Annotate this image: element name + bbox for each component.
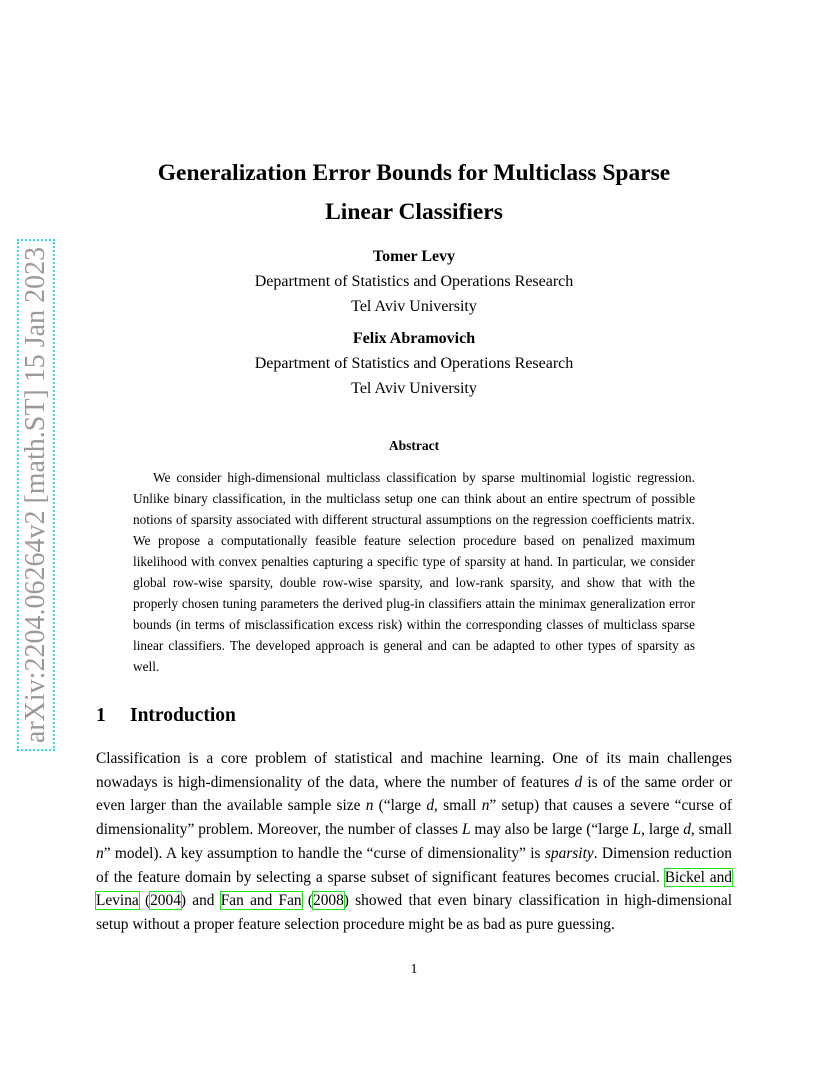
title-line-1: Generalization Error Bounds for Multiclass Sparse [157, 160, 671, 186]
section-number: 1 [96, 705, 106, 726]
author-university: Tel Aviv University [351, 298, 477, 315]
citation-link-fan-fan[interactable]: Fan and Fan [220, 892, 302, 910]
author-department: Department of Statistics and Operations Research [254, 273, 574, 290]
page-number: 1 [410, 962, 418, 977]
math-variable: L [461, 821, 471, 839]
title-line-2: Linear Classifiers [325, 199, 503, 225]
math-variable: d [426, 797, 435, 815]
citation-year-link[interactable]: 2004 [150, 892, 181, 910]
math-variable: n [481, 797, 490, 815]
math-variable: d [683, 821, 691, 839]
section-heading [96, 705, 236, 727]
math-variable: n [365, 797, 374, 815]
citation-year-link[interactable]: 2008 [313, 892, 344, 910]
author-university: Tel Aviv University [351, 380, 477, 397]
math-variable: L [632, 821, 642, 839]
arxiv-identifier: arXiv:2204.06264v2 [math.ST] 15 Jan 2023 [17, 239, 55, 751]
emphasized-term: sparsity [544, 844, 594, 862]
paper-title [90, 154, 738, 232]
author-name: Felix Abramovich [352, 330, 476, 347]
math-variable: n [96, 844, 104, 862]
abstract-text: We consider high-dimensional multiclass classification by sparse multinomial logistic regression. Unlike binary classification, in the multiclass setup one can think about an entire spectrum of possible notions of sparsity associated with different structural assumptions on the regression coefficients matrix. We propose a computationally feasible feature selection procedure based on penalized maximum likelihood with convex penalties capturing a specific type of sparsity at hand. In particular, we consider global row-wise sparsity, double row-wise sparsity, and low-rank sparsity, and show that with the properly chosen tuning parameters the derived plug-in classifiers attain the minimax generalization error bounds (in terms of misclassification excess risk) within the corresponding classes of multiclass sparse linear classifiers. The developed approach is general and can be adapted to other types of sparsity as well. [133, 470, 695, 674]
abstract-heading: Abstract [388, 438, 440, 453]
citation-link-bickel-levina[interactable]: Bickel and Levina [96, 868, 732, 910]
author-department: Department of Statistics and Operations Research [254, 355, 574, 372]
section-title: Introduction [130, 705, 236, 726]
math-variable: d [574, 773, 583, 791]
introduction-paragraph: Classification is a core problem of statistical and machine learning. One of its main challenges nowadays is high-dimensionality of the data, where the number of features d is of the same order or even larger than the available sample size n (“large d, small n” setup) that causes a severe “curse of dimensionality” problem. Moreover, the number of classes L may also be large (“large L, large d, small n” model). A key assumption to handle the “curse of dimensionality” is sparsity. Dimension reduction of the feature domain by selecting a sparse subset of significant features becomes crucial. Bickel and Levina (2004) and Fan and Fan (2008) showed that even binary classification in high-dimensional setup without a proper feature selection procedure might be as bad as pure guessing. [96, 750, 732, 933]
author-name: Tomer Levy [372, 248, 456, 265]
